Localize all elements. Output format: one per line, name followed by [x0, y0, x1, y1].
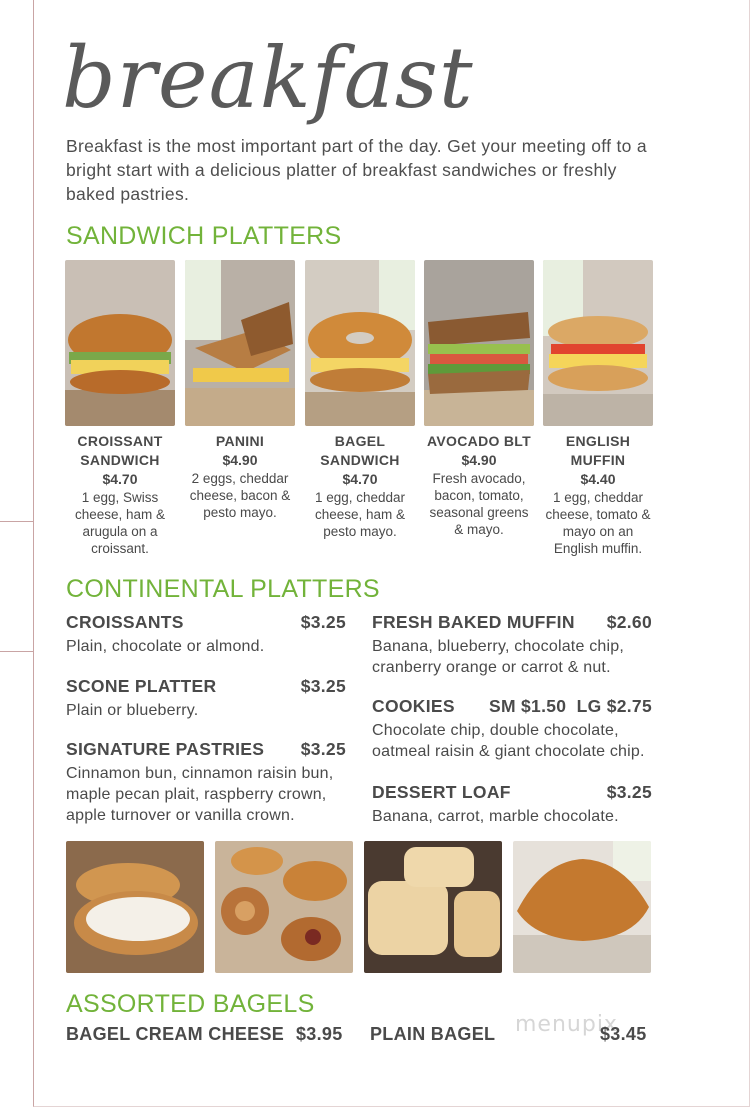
croissant-sandwich-photo	[65, 260, 175, 426]
sandwich-price: $4.70	[102, 471, 138, 487]
item-name: SIGNATURE PASTRIES	[66, 739, 265, 759]
item-desc: Cinnamon bun, cinnamon raisin bun, maple pecan plait, raspberry crown, apple turnover or vanilla crown.	[66, 765, 334, 824]
item-name: SCONE PLATTER	[66, 676, 217, 696]
sandwich-card	[424, 260, 534, 538]
item-name: CROISSANTS	[66, 612, 184, 632]
continental-platters-heading: CONTINENTAL PLATTERS	[66, 575, 380, 603]
sandwich-card	[543, 260, 653, 557]
sandwich-price: $4.90	[461, 452, 497, 468]
sandwich-desc: 1 egg, cheddar cheese, tomato & mayo on an English muffin.	[545, 490, 651, 556]
item-desc: Banana, carrot, marble chocolate.	[372, 808, 619, 825]
item-desc: Banana, blueberry, chocolate chip, cranberry orange or carrot & nut.	[372, 638, 624, 676]
menu-item	[66, 612, 346, 657]
item-desc: Plain, chocolate or almond.	[66, 638, 265, 655]
sandwich-desc: 2 eggs, cheddar cheese, bacon & pesto mayo.	[189, 471, 291, 520]
bagel-item-price: $3.45	[600, 1024, 647, 1044]
sandwich-desc: 1 egg, cheddar cheese, ham & pesto mayo.	[314, 490, 406, 539]
page-title: breakfast	[62, 29, 474, 127]
scones-photo	[364, 841, 502, 973]
english-muffin-photo	[543, 260, 653, 426]
item-desc: Chocolate chip, double chocolate, oatmeal raisin & giant chocolate chip.	[372, 722, 645, 760]
item-name: FRESH BAKED MUFFIN	[372, 612, 575, 632]
bagel-item-price: $3.95	[296, 1024, 343, 1044]
item-name: COOKIES	[372, 696, 455, 716]
item-price: SM $1.50 LG $2.75	[489, 696, 652, 716]
bagel-sandwich-photo	[305, 260, 415, 426]
fold-mark	[0, 521, 33, 522]
sandwich-card	[185, 260, 295, 521]
sandwich-name: CROISSANT SANDWICH	[77, 433, 163, 468]
bagel-cream-cheese-photo	[66, 841, 204, 973]
sandwich-name: AVOCADO BLT	[427, 433, 531, 449]
sandwich-card	[305, 260, 415, 540]
watermark: menupix	[515, 1012, 618, 1037]
item-desc: Plain or blueberry.	[66, 702, 199, 719]
menu-item	[66, 739, 346, 826]
sandwich-desc: 1 egg, Swiss cheese, ham & arugula on a croissant.	[74, 490, 166, 556]
item-name: DESSERT LOAF	[372, 782, 511, 802]
item-price: $3.25	[300, 739, 346, 759]
sandwich-price: $4.90	[222, 452, 258, 468]
croissant-photo	[513, 841, 651, 973]
item-price: $3.25	[300, 612, 346, 632]
item-price: $3.25	[300, 676, 346, 696]
sandwich-platters-heading: SANDWICH PLATTERS	[66, 222, 342, 250]
sandwich-name: ENGLISH MUFFIN	[565, 433, 631, 468]
sandwich-price: $4.40	[580, 471, 616, 487]
avocado-blt-photo	[424, 260, 534, 426]
intro-text: Breakfast is the most important part of the day. Get your meeting off to a bright start with a delicious platter of breakfast sandwiches or freshly baked pastries.	[66, 136, 647, 204]
menu-item	[372, 696, 652, 762]
pastries-photo	[215, 841, 353, 973]
panini-photo	[185, 260, 295, 426]
sandwich-price: $4.70	[342, 471, 378, 487]
sandwich-name: BAGEL SANDWICH	[320, 433, 400, 468]
sandwich-name: PANINI	[215, 433, 265, 449]
sandwich-card	[65, 260, 175, 557]
menu-item	[372, 612, 652, 678]
menu-item	[66, 676, 346, 721]
item-price: $2.60	[606, 612, 652, 632]
bagel-item-name: PLAIN BAGEL	[370, 1024, 496, 1044]
menu-item	[372, 782, 652, 827]
assorted-bagels-heading: ASSORTED BAGELS	[66, 990, 315, 1018]
fold-mark	[0, 651, 33, 652]
sandwich-desc: Fresh avocado, bacon, tomato, seasonal greens & mayo.	[429, 471, 529, 537]
bagel-item-name: BAGEL CREAM CHEESE	[66, 1024, 285, 1044]
item-price: $3.25	[606, 782, 652, 802]
